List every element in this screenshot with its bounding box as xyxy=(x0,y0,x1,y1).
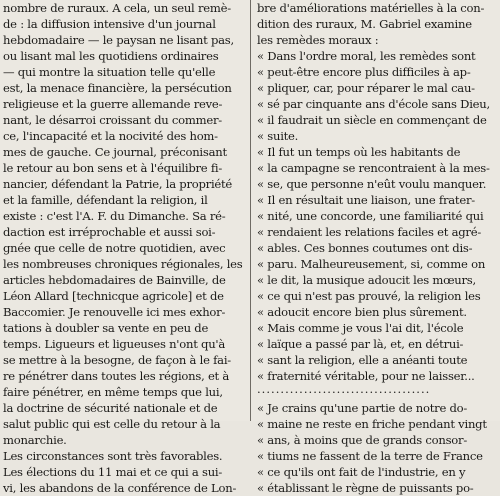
text-line: « sant la religion, elle a anéanti toute xyxy=(257,353,468,367)
text-line: de : la diffusion intensive d'un journal xyxy=(3,17,216,31)
text-line: ou lisant mal les quotidiens ordinaires xyxy=(3,49,219,63)
text-line: hebdomadaire — le paysan ne lisant pas, xyxy=(3,33,234,47)
text-line: « la campagne se rencontraient à la mes- xyxy=(257,161,490,175)
text-line: Léon Allard [technicque agricole] et de xyxy=(3,289,224,303)
text-line: « établissant le règne de puissants po- xyxy=(257,481,474,495)
text-line: « Je crains qu'une partie de notre do- xyxy=(257,401,468,415)
text-line: « pliquer, car, pour réparer le mal cau- xyxy=(257,81,475,95)
right-column xyxy=(257,0,497,496)
text-line: et la famille, défendant la religion, il xyxy=(3,193,208,207)
text-line: nancier, défendant la Patrie, la propriété xyxy=(3,177,233,191)
text-line: « se, que personne n'eût voulu manquer. xyxy=(257,177,487,191)
text-line: nant, le désarroi croissant du commer- xyxy=(3,113,222,127)
text-line: Les circonstances sont très favorables. xyxy=(3,449,223,463)
left-column xyxy=(3,0,247,496)
text-line: monarchie. xyxy=(3,433,67,447)
text-line: daction est irréprochable et aussi soi- xyxy=(3,225,216,239)
text-line: Les élections du 11 mai et ce qui a sui- xyxy=(3,465,223,479)
text-line: « sé par cinquante ans d'école sans Dieu, xyxy=(257,97,490,111)
text-line: « Dans l'ordre moral, les remèdes sont xyxy=(257,49,476,63)
text-line: « tiums ne fassent de la terre de France xyxy=(257,449,483,463)
text-line: « ce qui n'est pas prouvé, la religion les xyxy=(257,289,481,303)
text-line: temps. Ligueurs et ligueuses n'ont qu'à xyxy=(3,337,226,351)
text-line: salut public qui est celle du retour à la xyxy=(3,417,221,431)
text-line: « ce qu'ils ont fait de l'industrie, en y xyxy=(257,465,466,479)
text-line: « ans, à moins que de grands consor- xyxy=(257,433,467,447)
text-line: bre d'améliorations matérielles à la con- xyxy=(257,1,485,15)
text-line: « fraternité véritable, pour ne laisser... xyxy=(257,369,475,383)
text-line: « ables. Ces bonnes coutumes ont dis- xyxy=(257,241,473,255)
text-line: — qui montre la situation telle qu'elle xyxy=(3,65,216,79)
text-line: ····································· xyxy=(257,385,431,399)
text-line: « paru. Malheureusement, si, comme on xyxy=(257,257,486,271)
text-line: « adoucit encore bien plus sûrement. xyxy=(257,305,467,319)
text-line: faire pénétrer, en même temps que lui, xyxy=(3,385,223,399)
text-line: les nombreuses chroniques régionales, les xyxy=(3,257,243,271)
text-line: mes de gauche. Ce journal, préconisant xyxy=(3,145,227,159)
text-line: les remèdes moraux : xyxy=(257,33,379,47)
text-line: existe : c'est l'A. F. du Dimanche. Sa ré- xyxy=(3,209,226,223)
text-line: « rendaient les relations faciles et agré- xyxy=(257,225,482,239)
text-line: le retour au bon sens et à l'équilibre fi- xyxy=(3,161,223,175)
text-line: dition des ruraux, M. Gabriel examine xyxy=(257,17,472,31)
text-line: religieuse et la guerre allemande reve- xyxy=(3,97,223,111)
text-line: « peut-être encore plus difficiles à ap- xyxy=(257,65,471,79)
text-line: vi, les abandons de la conférence de Lon- xyxy=(3,481,237,495)
text-line: tations à doubler sa vente en peu de xyxy=(3,321,209,335)
text-line: nombre de ruraux. A cela, un seul remè- xyxy=(3,1,231,15)
text-line: « laïque a passé par là, et, en détrui- xyxy=(257,337,464,351)
text-line: « Il fut un temps où les habitants de xyxy=(257,145,461,159)
text-line: la doctrine de sécurité nationale et de xyxy=(3,401,218,415)
text-line: « Il en résultait une liaison, une frater- xyxy=(257,193,475,207)
text-line: « nité, une concorde, une familiarité qui xyxy=(257,209,484,223)
text-line: articles hebdomadaires de Bainville, de xyxy=(3,273,226,287)
text-line: se mettre à la besogne, de façon à le fai- xyxy=(3,353,231,367)
text-line: ce, l'incapacité et la nocivité des hom- xyxy=(3,129,218,143)
text-line: « Mais comme je vous l'ai dit, l'école xyxy=(257,321,464,335)
text-line: « maine ne reste en friche pendant vingt xyxy=(257,417,487,431)
text-line: « suite. xyxy=(257,129,299,143)
column-divider xyxy=(250,0,251,421)
text-line: re pénétrer dans toutes les régions, et à xyxy=(3,369,230,383)
text-line: est, la menace financière, la persécution xyxy=(3,81,232,95)
text-line: Baccomier. Je renouvelle ici mes exhor- xyxy=(3,305,226,319)
text-line: gnée que celle de notre quotidien, avec xyxy=(3,241,226,255)
text-line: « le dit, la musique adoucit les mœurs, xyxy=(257,273,476,287)
text-line: « il faudrait un siècle en commençant de xyxy=(257,113,487,127)
